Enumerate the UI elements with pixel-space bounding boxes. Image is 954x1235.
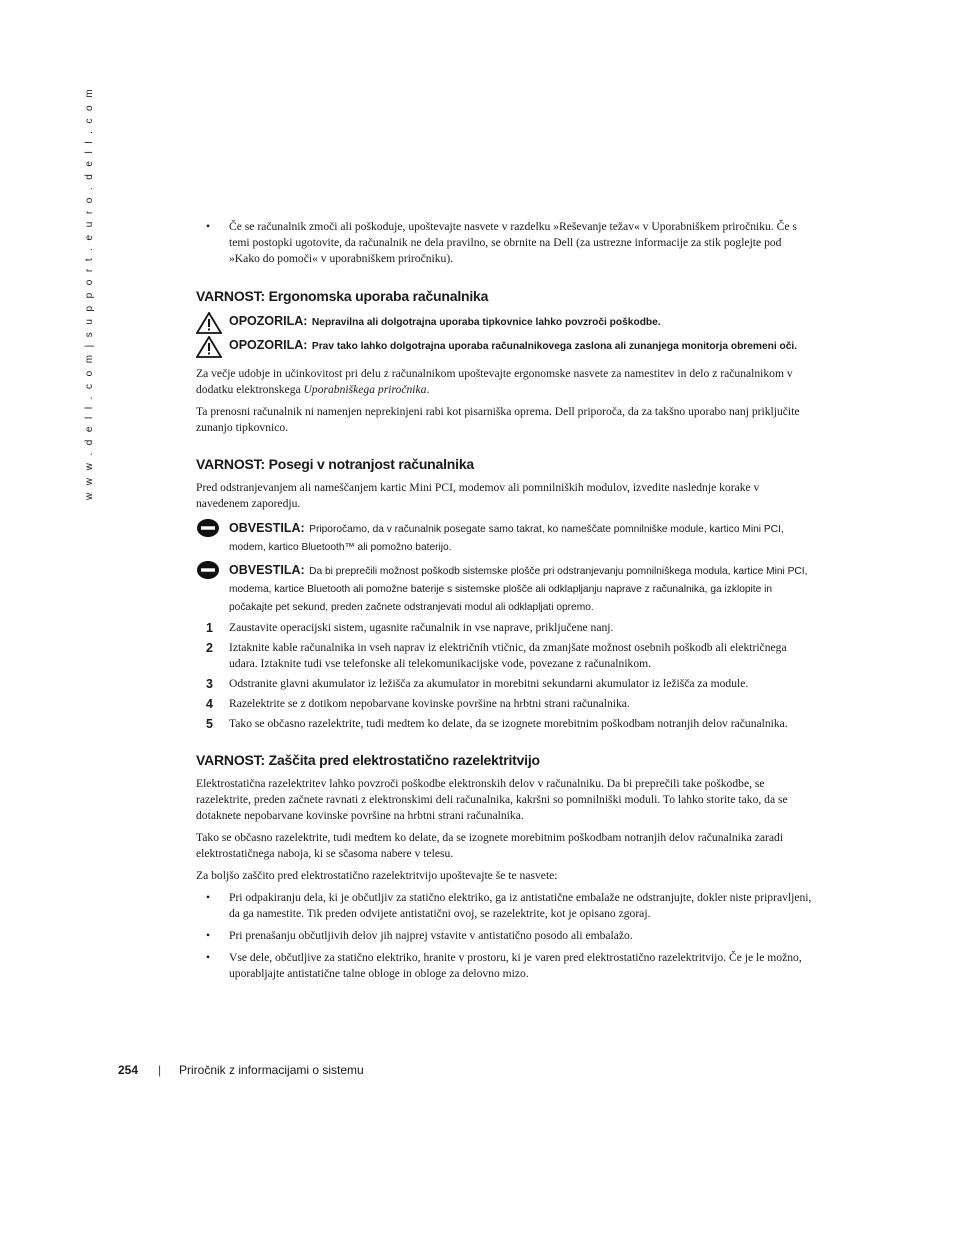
esd-paragraph-1: Elektrostatična razelektritev lahko povzroči poškodbe elektronskih delov v računalniku. Da bi preprečili take poškodbe, se razelektrite, preden začnete ravnati z elektronskimi deli računalnika, kakršni so pomnilniški moduli. To lahko storite tako, da se dotaknete nepobarvane kovinske površine na hrbtni strani računalnika.	[196, 777, 788, 822]
footer-separator: |	[158, 1063, 162, 1077]
notice-text: Da bi preprečili možnost poškodb sistemske plošče pri odstranjevanju pomnilniškega modula, kartice Mini PCI, modema, kartice Bluetooth ali pomožne baterije s sistemske plošče ali odklapljanju naprave z računalnika, ga izklopite in počakajte pet sekund, preden začnete odstranjevati modul ali odklapljati opremo.	[229, 566, 808, 613]
footer-title: Priročnik z informacijami o sistemu	[179, 1063, 364, 1077]
top-bullet-text: Če se računalnik zmoči ali poškoduje, upoštevajte nasvete v razdelku »Reševanje težav« v Uporabniškem priročniku. Če s temi postopki ugotovite, da računalnik ne dela pravilno, se obrnite na Dell (za ustrezne informacije za stik poglejte pod »Kako do pomoči« v uporabniškem priročniku).	[229, 220, 797, 265]
step-text: Tako se občasno razelektrite, tudi medtem ko delate, da se izognete morebitnim poškodbam notranjih delov računalnika.	[229, 717, 788, 730]
notice-icon	[196, 518, 222, 542]
notice-label: OBVESTILA:	[229, 521, 305, 535]
warning-notice-1	[196, 312, 814, 334]
notice-1	[196, 520, 814, 556]
user-guide-title: Uporabniškega priročnika	[303, 383, 427, 396]
step-number: 4	[206, 697, 213, 711]
bullet-dot: •	[206, 891, 211, 904]
esd-bullet-text: Vse dele, občutljive za statično elektriko, hranite v prostoru, ki je varen pred elektrostatično razelektritvijo. Če je le možno, uporabljajte antistatične talne obloge in obloge za delovno mizo.	[229, 951, 802, 980]
step-number: 1	[206, 621, 213, 635]
inside-computer-intro: Pred odstranjevanjem ali nameščanjem kartic Mini PCI, modemov ali pomnilniških modulov, izvedite naslednje korake v navedenem zaporedju.	[196, 481, 760, 510]
top-bullet	[196, 219, 814, 267]
ergonomics-paragraph-2: Ta prenosni računalnik ni namenjen neprekinjeni rabi kot pisarniška oprema. Dell priporoča, da za takšno uporabo nanj priključite zunanjo tipkovnico.	[196, 405, 800, 434]
step-item	[196, 716, 814, 732]
warning-label: OPOZORILA:	[229, 338, 308, 352]
notice-2	[196, 562, 814, 616]
step-item	[196, 620, 814, 636]
esd-bullet	[196, 950, 814, 982]
section-heading-esd: VARNOST: Zaščita pred elektrostatično razelektritvijo	[196, 752, 540, 768]
section-heading-inside-computer: VARNOST: Posegi v notranjost računalnika	[196, 456, 475, 472]
esd-bullet-text: Pri odpakiranju dela, ki je občutljiv za statično elektriko, ga iz antistatične embalaže ne odstranjujte, dokler niste pripravljeni, da ga namestite. Tik preden odvijete antistatični ovoj, se razelektrite, kot je opisano zgoraj.	[229, 891, 812, 920]
esd-bullet	[196, 928, 814, 944]
step-text: Zaustavite operacijski sistem, ugasnite računalnik in vse naprave, priključene nanj.	[229, 621, 614, 634]
warning-label: OPOZORILA:	[229, 314, 308, 328]
notice-icon	[196, 560, 222, 584]
warning-notice-2	[196, 336, 814, 358]
esd-paragraph-2: Tako se občasno razelektrite, tudi medtem ko delate, da se izognete morebitnim poškodbam notranjih delov računalnika zaradi elektrostatičnega naboja, ki se sčasoma nabere v telesu.	[196, 831, 784, 860]
step-number: 2	[206, 641, 213, 655]
bullet-dot: •	[206, 220, 211, 233]
step-number: 3	[206, 677, 213, 691]
steps-list	[196, 620, 814, 732]
ergonomics-paragraph-1	[196, 366, 814, 398]
bullet-dot: •	[206, 929, 211, 942]
step-text: Iztaknite kable računalnika in vseh naprav iz električnih vtičnic, da zmanjšate možnost osebnih poškodb ali električnega udara. Iztaknite tudi vse telefonske ali telekomunikacijske vode, povezane z računalnikom.	[229, 641, 787, 670]
esd-paragraph-3: Za boljšo zaščito pred elektrostatično razelektritvijo upoštevajte še te nasvete:	[196, 869, 558, 882]
section-heading-ergonomics: VARNOST: Ergonomska uporaba računalnika	[196, 288, 489, 304]
ergonomics-paragraph-1-text: Za večje udobje in učinkovitost pri delu z računalnikom upoštevajte ergonomske nasvete za namestitev in delo z računalnikom v dodatku elektronskega	[196, 367, 793, 396]
sidebar-url: w w w . d e l l . c o m | s u p p o r t . e u r o . d e l l . c o m	[84, 87, 95, 500]
ergonomics-paragraph-1-end: .	[426, 383, 430, 396]
warning-text: Prav tako lahko dolgotrajna uporaba računalnikovega zaslona ali zunanjega monitorja obremeni oči.	[311, 341, 798, 352]
esd-bullet-text: Pri prenašanju občutljivih delov jih najprej vstavite v antistatično posodo ali embalažo.	[229, 929, 633, 942]
step-item	[196, 640, 814, 672]
esd-bullet	[196, 890, 814, 922]
warning-text: Nepravilna ali dolgotrajna uporaba tipkovnice lahko povzroči poškodbe.	[311, 317, 661, 328]
page-content	[196, 219, 814, 988]
warning-triangle-icon	[196, 312, 222, 339]
step-item	[196, 696, 814, 712]
step-number: 5	[206, 717, 213, 731]
step-text: Odstranite glavni akumulator iz ležišča za akumulator in morebitni sekundarni akumulator iz ležišča za module.	[229, 677, 749, 690]
step-text: Razelektrite se z dotikom nepobarvane kovinske površine na hrbtni strani računalnika.	[229, 697, 630, 710]
warning-triangle-icon	[196, 336, 222, 363]
notice-text: Priporočamo, da v računalnik posegate samo takrat, ko nameščate pomnilniške module, kartico Mini PCI, modem, kartico Bluetooth™ ali pomožno baterijo.	[229, 524, 784, 553]
bullet-dot: •	[206, 951, 211, 964]
notice-label: OBVESTILA:	[229, 563, 305, 577]
page-number: 254	[118, 1063, 139, 1077]
step-item	[196, 676, 814, 692]
